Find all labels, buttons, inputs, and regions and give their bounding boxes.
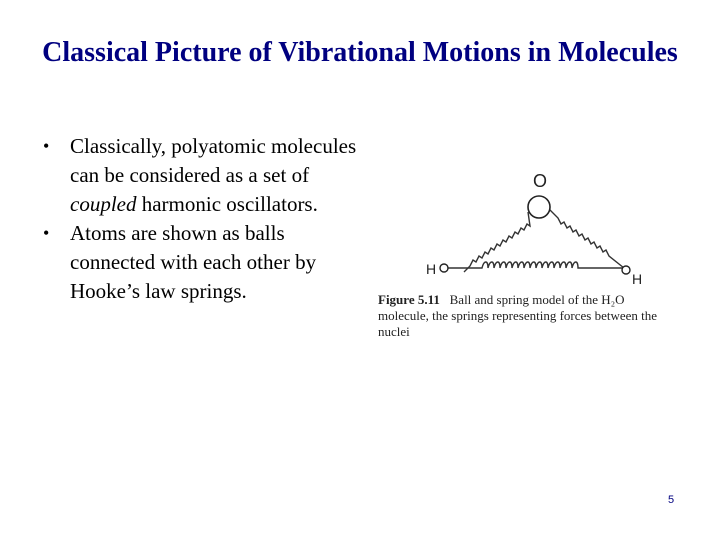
- bullet-text-1a: Classically, polyatomic molecules can be considered as a set of: [70, 134, 357, 187]
- slide-title: Classical Picture of Vibrational Motions in Molecules: [42, 37, 678, 68]
- bullet-list: [40, 132, 370, 306]
- label-oxygen: O: [533, 171, 548, 191]
- page-number: 5: [668, 494, 675, 506]
- bullet-text-2: Atoms are shown as balls connected with each other by Hooke’s law springs.: [70, 221, 317, 303]
- caption-line-1: Ball and spring model of the H₂O: [449, 292, 625, 307]
- water-molecule-figure: [378, 162, 718, 352]
- label-hydrogen-right: H: [632, 271, 643, 287]
- ball-spring-diagram: [378, 162, 718, 292]
- bullet-item: [40, 219, 370, 306]
- hydrogen-atom-right-icon: [622, 266, 630, 274]
- label-hydrogen-left: H: [426, 261, 437, 277]
- bullet-text-1b-italic: coupled: [70, 192, 137, 216]
- spring-bottom: [448, 262, 622, 268]
- hydrogen-atom-left-icon: [440, 264, 448, 272]
- bullet-item: [40, 132, 370, 219]
- figure-caption: [378, 292, 718, 340]
- spring-right: [550, 210, 624, 268]
- caption-line-2: molecule, the springs representing forces between the: [378, 308, 658, 323]
- bullet-dot-icon: •: [43, 223, 50, 243]
- oxygen-atom-icon: [528, 196, 550, 218]
- caption-line-3: nuclei: [378, 324, 410, 339]
- caption-label: Figure 5.11: [378, 292, 440, 307]
- bullet-text-1c: harmonic oscillators.: [136, 192, 318, 216]
- bullet-dot-icon: •: [43, 136, 50, 156]
